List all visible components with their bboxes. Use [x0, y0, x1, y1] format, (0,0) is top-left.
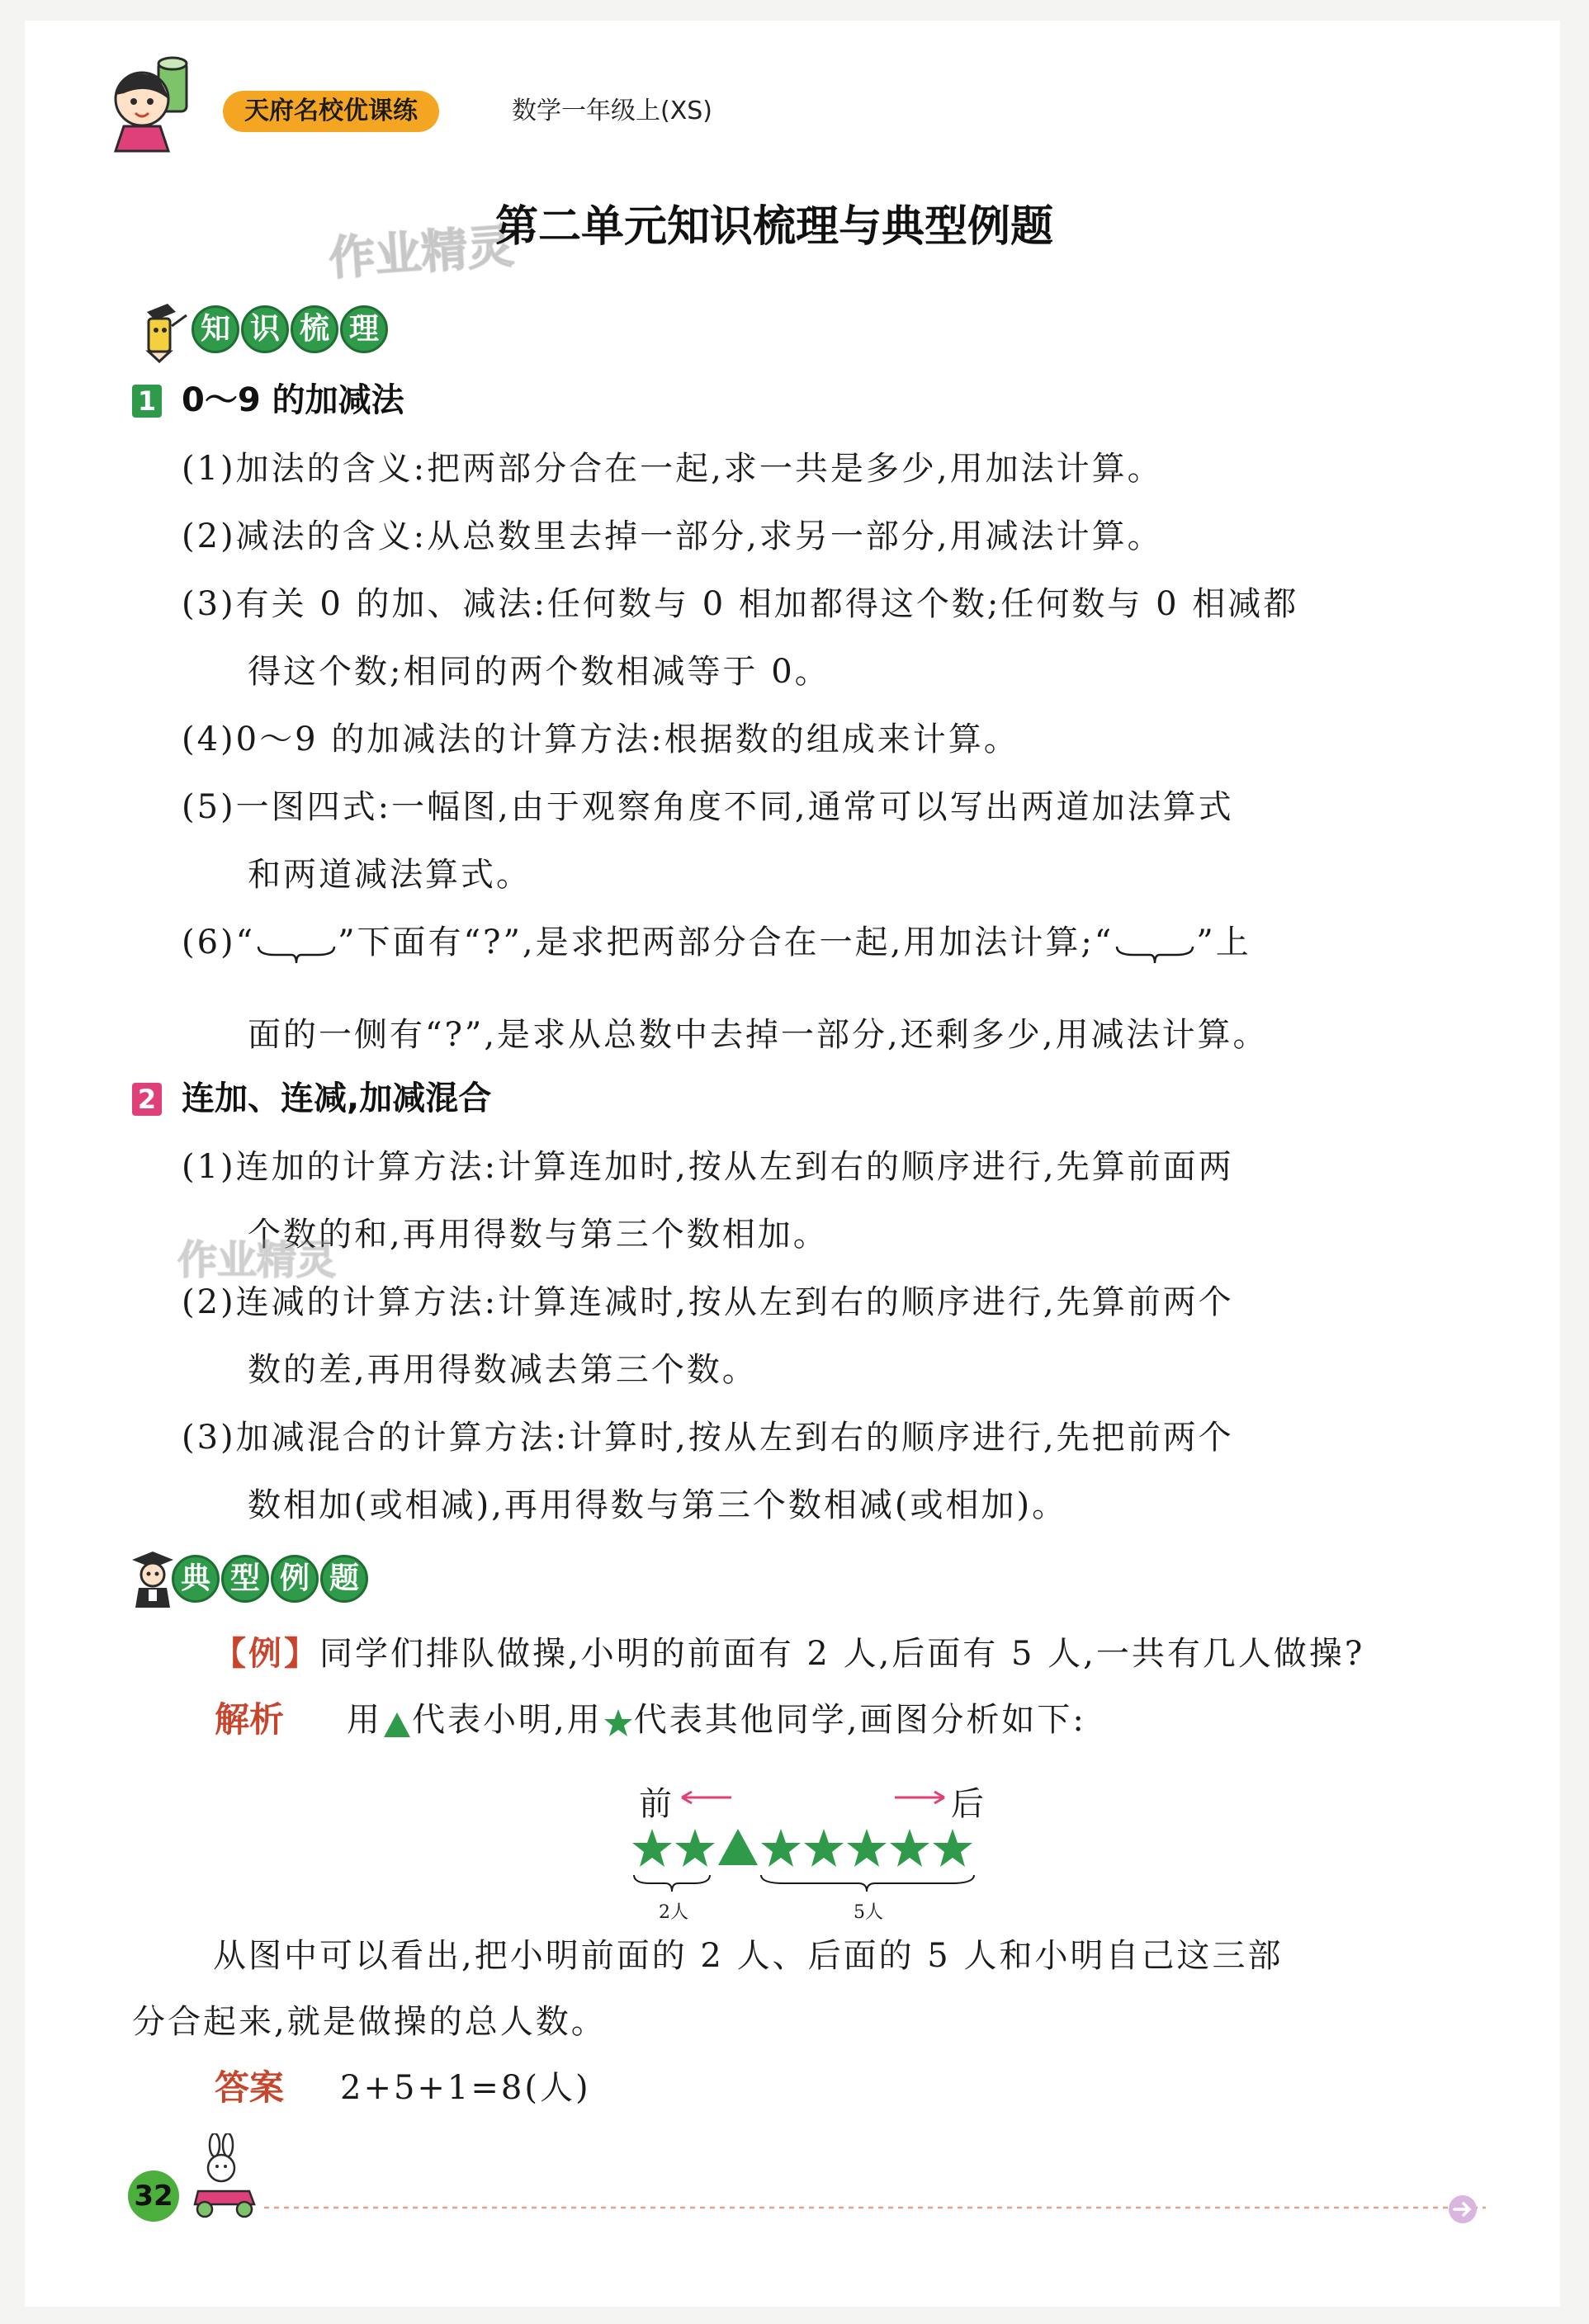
section-badge-review — [192, 305, 388, 353]
line6-part-c: ”上 — [1196, 923, 1251, 961]
topic1-line: (3)有关 0 的加、减法:任何数与 0 相加都得这个数;任何数与 0 相减都 — [182, 585, 1299, 623]
rabbit-scooter-icon — [183, 2133, 266, 2224]
line6-part-b: ”下面有“?”,是求把两部分合在一起,用加法计算;“ — [338, 923, 1114, 961]
triangle-icon — [382, 1708, 412, 1737]
topic2-line: 数相加(或相减),再用得数与第三个数相减(或相加)。 — [248, 1486, 1068, 1524]
right-arrow-icon — [891, 1789, 949, 1806]
star-icon — [675, 1829, 715, 1867]
example-question — [213, 1632, 1364, 1675]
badge-char: 典 — [172, 1555, 220, 1603]
dotted-divider — [264, 2204, 1486, 2212]
star-icon — [847, 1829, 887, 1867]
analysis-part-c: 代表其他同学,画图分析如下: — [633, 1701, 1086, 1739]
topic1-line: (1)加法的含义:把两部分合在一起,求一共是多少,用加法计算。 — [182, 450, 1163, 488]
badge-char: 识 — [241, 305, 289, 353]
star-icon — [761, 1829, 801, 1867]
badge-char: 知 — [192, 305, 239, 353]
star-icon — [804, 1829, 844, 1867]
page-number: 32 — [128, 2170, 179, 2222]
topic-number-1: 1 — [132, 385, 162, 418]
braces — [627, 1872, 1007, 1897]
left-arrow-icon — [677, 1789, 735, 1806]
next-arrow-icon[interactable] — [1446, 2193, 1479, 2226]
brace-under-icon — [255, 928, 338, 961]
analysis-text — [347, 1698, 1086, 1741]
topic1-line: 和两道减法算式。 — [248, 856, 532, 894]
book-title: 数学一年级上(XS) — [512, 97, 713, 125]
line6-part-a: (6)“ — [182, 923, 256, 961]
topic1-line: (5)一图四式:一幅图,由于观察角度不同,通常可以写出两道加法算式 — [182, 788, 1234, 826]
topic2-line: 个数的和,再用得数与第三个数相加。 — [248, 1216, 829, 1254]
badge-char: 梳 — [291, 305, 338, 353]
brace-over-icon — [1114, 928, 1196, 961]
topic1-line-6 — [182, 921, 1251, 964]
topic1-line: (4)0～9 的加减法的计算方法:根据数的组成来计算。 — [182, 720, 1019, 758]
badge-char: 例 — [271, 1555, 319, 1603]
star-icon — [603, 1707, 634, 1738]
example-label: 【例】 — [213, 1635, 319, 1673]
topic2-line: 数的差,再用得数减去第三个数。 — [248, 1351, 758, 1389]
conclusion-line-1: 从图中可以看出,把小明前面的 2 人、后面的 5 人和小明自己这三部 — [213, 1937, 1284, 1975]
topic2-line: (1)连加的计算方法:计算连加时,按从左到右的顺序进行,先算前面两 — [182, 1148, 1234, 1186]
topic2-line: (3)加减混合的计算方法:计算时,按从左到右的顺序进行,先把前两个 — [182, 1419, 1234, 1457]
star-icon — [632, 1829, 672, 1867]
series-name: 天府名校优课练 — [223, 91, 439, 132]
right-count: 5人 — [854, 1902, 883, 1923]
figure-row — [627, 1826, 1007, 1872]
topic-number-2: 2 — [132, 1083, 162, 1116]
analysis-part-b: 代表小明,用 — [412, 1701, 603, 1739]
page-title: 第二单元知识梳理与典型例题 — [495, 202, 1054, 252]
analysis-part-a: 用 — [347, 1701, 382, 1739]
analysis-label: 解析 — [215, 1699, 285, 1740]
topic-title-1: 0～9 的加减法 — [182, 381, 404, 419]
topic-title-2: 连加、连减,加减混合 — [182, 1079, 492, 1117]
left-count: 2人 — [659, 1902, 688, 1923]
star-icon — [890, 1829, 929, 1867]
badge-char: 题 — [320, 1555, 368, 1603]
queue-diagram — [627, 1774, 1007, 1939]
badge-char: 型 — [221, 1555, 269, 1603]
star-icon — [933, 1829, 972, 1867]
back-label: 后 — [951, 1785, 984, 1823]
topic1-line: 面的一侧有“?”,是求从总数中去掉一部分,还剩多少,用减法计算。 — [248, 1016, 1269, 1054]
section-badge-example — [172, 1555, 368, 1603]
topic1-line: (2)减法的含义:从总数里去掉一部分,求另一部分,用减法计算。 — [182, 517, 1163, 555]
badge-char: 理 — [340, 305, 388, 353]
pencil-teacher-icon — [130, 297, 188, 363]
answer-text: 2+5+1=8(人) — [340, 2069, 591, 2107]
example-text: 同学们排队做操,小明的前面有 2 人,后面有 5 人,一共有几人做操? — [319, 1635, 1365, 1673]
answer-label: 答案 — [215, 2067, 285, 2108]
front-label: 前 — [639, 1785, 672, 1823]
conclusion-line-2: 分合起来,就是做操的总人数。 — [132, 2003, 607, 2041]
girl-mascot-icon — [99, 54, 215, 161]
triangle-icon — [718, 1829, 758, 1865]
topic1-line: 得这个数;相同的两个数相减等于 0。 — [248, 653, 830, 691]
watermark: 作业精灵 — [327, 220, 516, 286]
topic2-line: (2)连减的计算方法:计算连减时,按从左到右的顺序进行,先算前两个 — [182, 1283, 1234, 1321]
watermark: 作业精灵 — [177, 1237, 337, 1283]
